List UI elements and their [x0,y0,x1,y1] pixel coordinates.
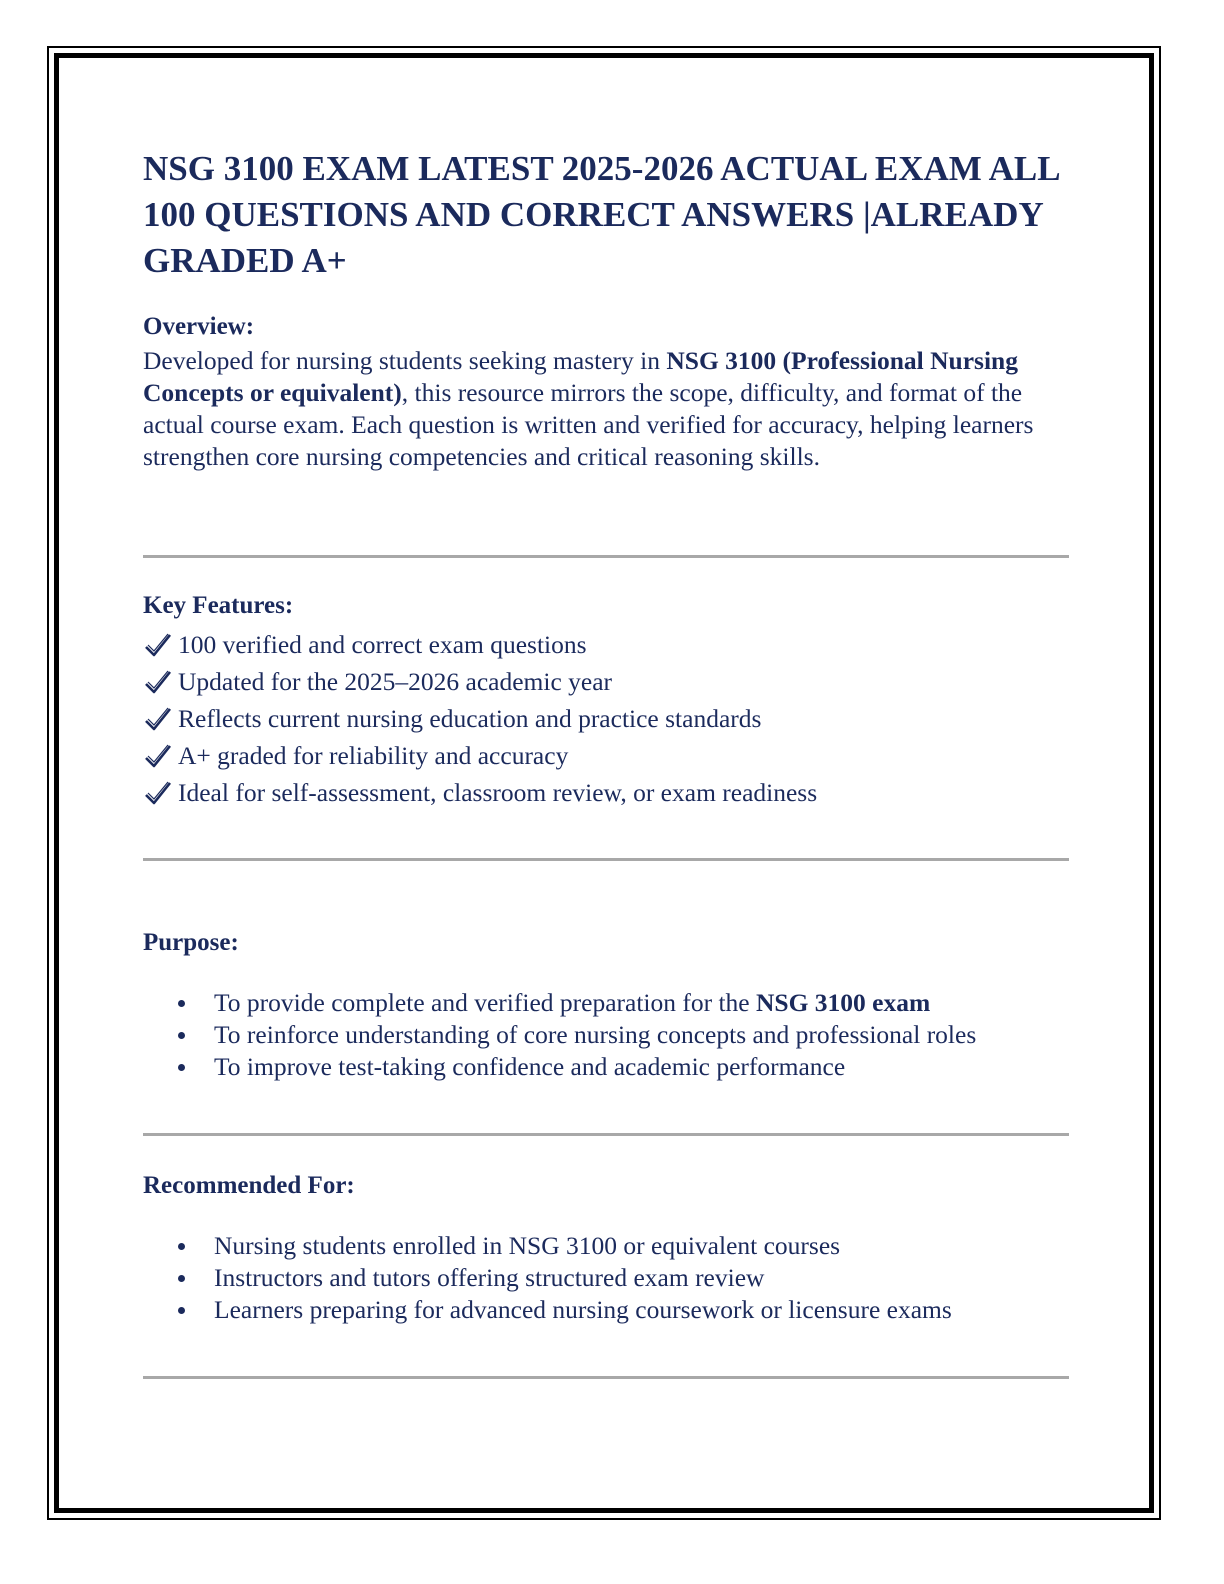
list-item [143,1051,976,1083]
list-item [143,1019,976,1051]
feature-text: A+ graded for reliability and accuracy [178,741,569,770]
overview-heading: Overview: [143,313,255,340]
list-item [143,774,817,811]
purpose-text: To provide complete and verified preparation for the [214,988,756,1017]
list-item [143,737,817,774]
list-item [143,700,817,737]
bullet-icon [178,1307,185,1314]
purpose-heading: Purpose: [143,929,239,956]
section-divider [143,1133,1069,1136]
bullet-icon [178,1275,185,1282]
check-icon [143,669,173,695]
check-icon [143,780,173,806]
list-item [143,663,817,700]
feature-text: Updated for the 2025–2026 academic year [178,667,613,696]
recommended-text: Instructors and tutors offering structured exam review [214,1263,765,1292]
feature-text: Reflects current nursing education and practice standards [178,704,762,733]
section-divider [143,858,1069,861]
check-icon [143,706,173,732]
list-item [143,626,817,663]
check-icon [143,632,173,658]
purpose-exam-name: NSG 3100 exam [756,988,931,1017]
recommended-text: Nursing students enrolled in NSG 3100 or equivalent courses [214,1231,841,1260]
list-item [143,1294,952,1326]
recommended-text: Learners preparing for advanced nursing coursework or licensure exams [214,1295,952,1324]
key-features-list [143,626,817,811]
recommended-heading: Recommended For: [143,1172,355,1199]
bullet-icon [178,1000,185,1007]
bullet-icon [178,1032,185,1039]
document-title: NSG 3100 EXAM LATEST 2025-2026 ACTUAL EXAM ALL 100 QUESTIONS AND CORRECT ANSWERS |ALREADY GRADED A+ [143,149,1059,280]
purpose-text: To reinforce understanding of core nursing concepts and professional roles [214,1020,977,1049]
bullet-icon [178,1064,185,1071]
check-icon [143,743,173,769]
list-item [143,1262,952,1294]
purpose-text: To improve test-taking confidence and academic performance [214,1052,846,1081]
section-divider [143,555,1069,558]
overview-course-name: NSG 3100 (Professional Nursing Concepts or equivalent) [143,346,1018,407]
list-item [143,987,976,1019]
list-item [143,1230,952,1262]
bullet-icon [178,1243,185,1250]
section-divider [143,1376,1069,1379]
recommended-list [143,1230,952,1326]
overview-text-1: Developed for nursing students seeking mastery in [143,346,667,375]
purpose-list [143,987,976,1083]
overview-paragraph [143,345,1073,473]
overview-text-2: , this resource mirrors the scope, difficulty, and format of the actual course exam. Each question is written and verified for accuracy, helping learners strengthen core nursing competencies and critical reasoning skills. [143,378,1034,471]
key-features-heading: Key Features: [143,592,294,619]
feature-text: Ideal for self-assessment, classroom review, or exam readiness [178,778,818,807]
feature-text: 100 verified and correct exam questions [178,630,587,659]
